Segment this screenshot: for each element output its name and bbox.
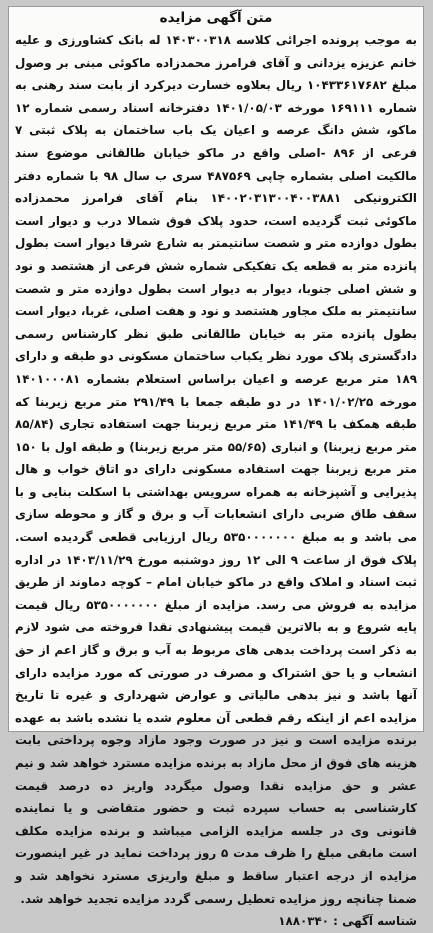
newspaper-clipping	[8, 6, 424, 929]
notice-body: به موجب پرونده اجرائی کلاسه ۱۴۰۳۰۰۳۱۸ له بانک کشاورزی و علیه خانم عزیزه یزدانی و آقای فرامرز محمدزاده ماکوئی مبنی بر وصول مبلغ ۱۰۴۳۳۶۱۷۶۸۲ ریال بعلاوه خسارت دیرکرد از بابت سند رهنی به شماره ۱۶۹۱۱۱ مورخه ۱۴۰۱/۰۵/۰۳ دفترخانه اسناد رسمی شماره ۱۲ ماکو، شش دانگ عرصه و اعیان یک باب ساختمان به پلاک ثبتی ۷ فرعی از ۸۹۶ -اصلی واقع در ماکو خیابان طالقانی موضوع سند مالکیت اصلی بشماره چاپی ۴۸۷۵۶۹ سری ب سال ۹۸ با شماره دفتر الکترونیکی ۱۴۰۰۲۰۳۱۳۰۰۴۰۰۳۸۸۱ بنام آقای فرامرز محمدزاده ماکوئی ثبت گردیده است، حدود پلاک فوق شمالا درب و دیوار است بطول دوازده متر و شصت سانتیمتر به شارع شرقا دیوار است بطول پانزده متر به قطعه یک تفکیکی شماره شش فرعی از هشتصد و نود و شش اصلی جنوبا، دیوار به دیوار است بطول دوازده متر و شصت سانتیمتر به ملک مجاور هشتصد و نود و هفت اصلی، غربا، دیوار است بطول پانزده متر به خیابان طالقانی طبق نظر کارشناس رسمی دادگستری پلاک مورد نظر یکباب ساختمان مسکونی دو طبقه و دارای ۱۸۹ متر مربع عرصه و اعیان براساس استعلام بشماره ۱۴۰۱۰۰۰۸۱ مورخه ۱۴۰۱/۰۲/۲۵ در دو طبقه جمعا با ۲۹۱/۴۹ متر مربع زیربنا که طبقه همکف با ۱۴۱/۴۹ متر مربع زیربنا جهت استفاده تجاری (۸۵/۸۴ متر مربع زیربنا) و انباری (۵۵/۶۵ متر مربع زیربنا) و طبقه اول با ۱۵۰ متر مربع زیربنا جهت استفاده مسکونی دارای دو اتاق خواب و هال پذیرایی و آشپزخانه به همراه سرویس بهداشتی با اسکلت بنایی و با سقف طاق ضربی دارای انشعابات آب و برق و گاز و محوطه سازی می باشد و به مبلغ ۵۳۵۰۰۰۰۰۰۰ ریال ارزیابی قطعی گردیده است. پلاک فوق از ساعت ۹ الی ۱۲ روز دوشنبه مورخ ۱۴۰۳/۱۱/۲۹ در اداره ثبت اسناد و املاک واقع در ماکو خیابان امام – کوچه دماوند از طریق مزایده به فروش می رسد. مزایده از مبلغ ۵۳۵۰۰۰۰۰۰۰ ریال قیمت پایه شروع و به بالاترین قیمت پیشنهادی نقدا فروخته می شود لازم به ذکر است پرداخت بدهی های مربوط به آب و برق و گاز اعم از حق انشعاب و یا حق اشتراک و مصرف در صورتی که مورد مزایده دارای آنها باشد و نیز بدهی مالیاتی و عوارض شهرداری و غیره تا تاریخ مزایده اعم از اینکه رقم قطعی آن معلوم شده یا نشده باشد به عهده برنده مزایده است و نیز در صورت وجود مازاد وجوه پرداختی بابت هزینه های فوق از محل مازاد به برنده مزایده مسترد خواهد شد و نیم عشر و حق مزایده نقدا وصول میگردد واریز ده درصد قیمت کارشناسی به حساب سپرده ثبت و حضور متقاضی و یا نماینده قانونی وی در جلسه مزایده الزامی میباشد و برنده مزایده مکلف است مابقی مبلغ را ظرف مدت ۵ روز پرداخت نماید در غیر اینصورت مزایده از درجه اعتبار ساقط و مبلغ واریزی مسترد نخواهد شد و ضمنا چنانچه روز مزایده تعطیل رسمی گردد مزایده تجدید خواهد شد.	[15, 33, 418, 906]
notice-title: متن آگهی مزایده	[159, 10, 273, 26]
notice-id: شناسه آگهی : ۱۸۸۰۳۴۰	[278, 914, 417, 929]
